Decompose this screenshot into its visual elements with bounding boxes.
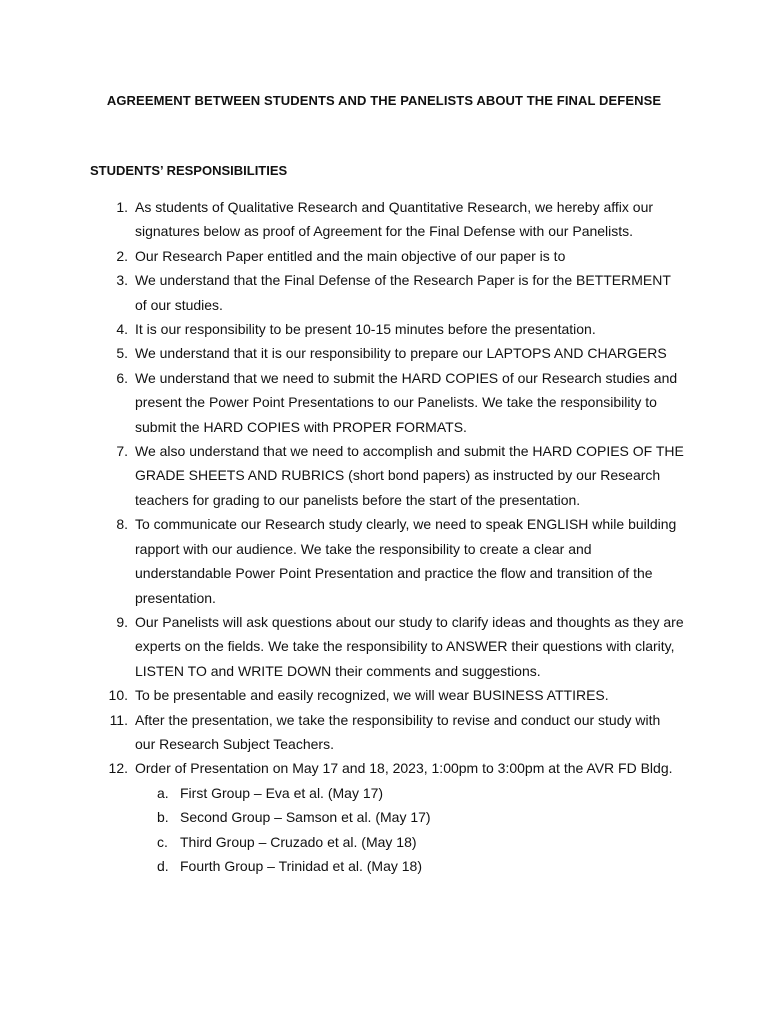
list-item-text: We understand that we need to submit the HARD COPIES of our Research studies and present the Power Point Presentations to our Panelists. We take the responsibility to submit the HARD COPIES with PROPER FORMATS. (135, 369, 678, 435)
sub-list-item-label: c. (157, 833, 168, 850)
sub-list-item-label: a. (157, 784, 169, 801)
list-item (0, 756, 768, 878)
list-item-number: 8. (116, 516, 128, 533)
list-item-text: We also understand that we need to accomplish and submit the HARD COPIES OF THE GRADE SHEETS AND RUBRICS (short bond papers) as instructed by our Research teachers for grading to our panelists before the start of the presentation. (135, 443, 684, 508)
sub-list-item-text: Fourth Group – Trinidad et al. (May 18) (180, 857, 422, 874)
list-item-number: 9. (116, 613, 128, 630)
list-item-text: Our Research Paper entitled and the main objective of our paper is to (135, 247, 566, 264)
list-item-number: 4. (116, 321, 128, 338)
presentation-order-list (135, 781, 684, 879)
sub-list-item-text: Second Group – Samson et al. (May 17) (180, 809, 431, 826)
list-item-text: We understand that the Final Defense of the Research Paper is for the BETTERMENT of our studies. (135, 272, 671, 313)
list-item (0, 341, 768, 365)
sub-list-item-text: Third Group – Cruzado et al. (May 18) (180, 833, 417, 850)
section-heading: STUDENTS’ RESPONSIBILITIES (90, 163, 288, 178)
list-item-text: We understand that it is our responsibility to prepare our LAPTOPS AND CHARGERS (135, 345, 667, 362)
sub-list-item (135, 854, 684, 878)
list-item-number: 6. (116, 369, 128, 386)
sub-list-item (135, 830, 684, 854)
list-item-text: To communicate our Research study clearly, we need to speak ENGLISH while building rapport with our audience. We take the responsibility to create a clear and understandable Power Point Presentation and practice the flow and transition of the presentation. (135, 516, 677, 606)
list-item (0, 195, 768, 244)
list-item (0, 268, 768, 317)
list-item-number: 12. (108, 760, 128, 777)
list-item-text: After the presentation, we take the responsibility to revise and conduct our study with our Research Subject Teachers. (135, 711, 661, 752)
list-item (0, 683, 768, 707)
list-item (0, 366, 768, 439)
list-item-number: 11. (109, 711, 128, 728)
list-item-number: 3. (116, 272, 128, 289)
responsibilities-list (0, 195, 768, 878)
list-item (0, 317, 768, 341)
sub-list-item-label: b. (157, 809, 169, 826)
list-item-number: 5. (116, 345, 128, 362)
list-item-number: 2. (116, 247, 128, 264)
list-item-text: To be presentable and easily recognized, we will wear BUSINESS ATTIRES. (135, 687, 609, 704)
list-item-number: 1. (116, 199, 128, 215)
list-item-text: As students of Qualitative Research and Quantitative Research, we hereby affix our signatures below as proof of Agreement for the Final Defense with our Panelists. (135, 199, 654, 240)
list-item-text: It is our responsibility to be present 10-15 minutes before the presentation. (135, 321, 596, 338)
list-item-number: 7. (116, 443, 128, 460)
list-item-text: Order of Presentation on May 17 and 18, 2023, 1:00pm to 3:00pm at the AVR FD Bldg. (135, 760, 673, 777)
list-item (0, 512, 768, 610)
list-item-number: 10. (108, 687, 128, 704)
document-title: AGREEMENT BETWEEN STUDENTS AND THE PANELISTS ABOUT THE FINAL DEFENSE (106, 93, 662, 108)
list-item-text: Our Panelists will ask questions about our study to clarify ideas and thoughts as they are experts on the fields. We take the responsibility to ANSWER their questions with clarity, LISTEN TO and WRITE DOWN their comments and suggestions. (135, 613, 684, 679)
list-item (0, 244, 768, 268)
list-item (0, 708, 768, 757)
sub-list-item-label: d. (157, 857, 169, 874)
sub-list-item (135, 805, 684, 829)
list-item (0, 610, 768, 683)
list-item (0, 439, 768, 512)
sub-list-item-text: First Group – Eva et al. (May 17) (180, 784, 384, 801)
sub-list-item (135, 781, 684, 805)
